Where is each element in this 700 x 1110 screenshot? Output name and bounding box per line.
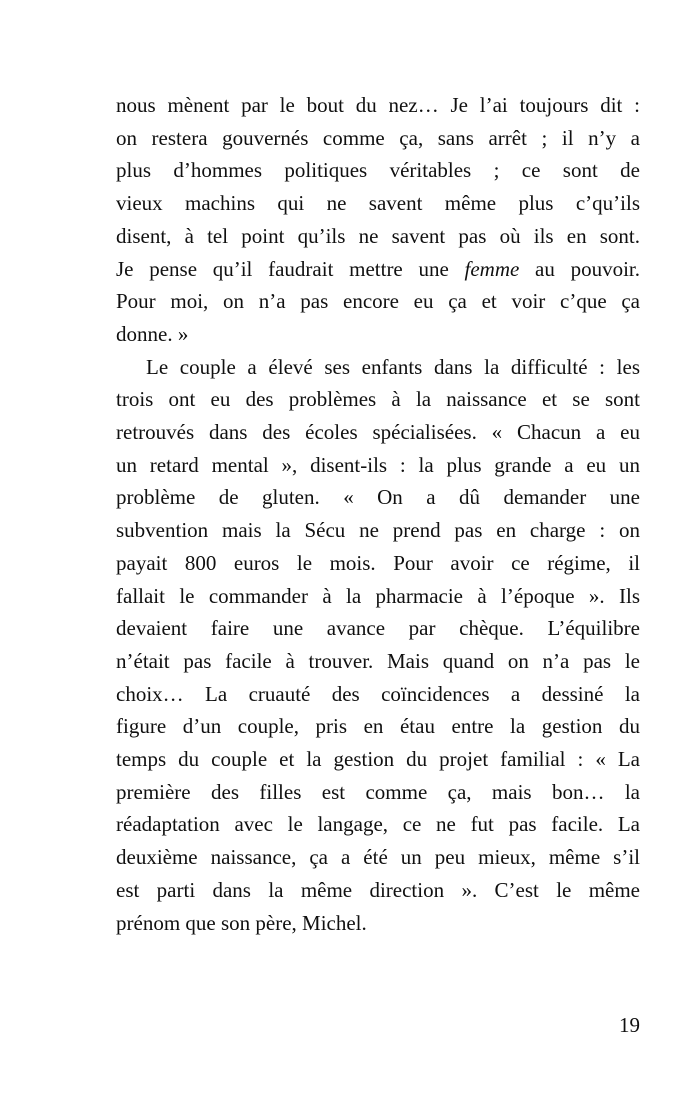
text-line	[116, 220, 640, 253]
text-line	[116, 710, 640, 743]
text-line	[146, 351, 640, 384]
text-segment: nous mènent par le bout du nez… Je l’ai toujours dit :	[116, 93, 640, 117]
text-segment: on restera gouvernés comme ça, sans arrêt ; il n’y a	[116, 125, 640, 150]
text-segment: Pour moi, on n’a pas encore eu ça et voir c’que ça	[116, 289, 640, 314]
text-line	[116, 253, 640, 286]
text-line	[116, 449, 640, 482]
emphasized-text: femme	[464, 256, 520, 281]
text-line	[116, 285, 640, 318]
text-segment: figure d’un couple, pris en étau entre la gestion du	[116, 714, 640, 739]
text-segment: payait 800 euros le mois. Pour avoir ce régime, il	[116, 550, 640, 575]
text-line	[116, 154, 640, 187]
text-segment: retrouvés dans des écoles spécialisées. « Chacun a eu	[116, 420, 640, 445]
text-segment: trois ont eu des problèmes à la naissance et se sont	[116, 387, 640, 412]
text-segment: réadaptation avec le langage, ce ne fut pas facile. La	[116, 812, 640, 837]
text-segment: devaient faire une avance par chèque. L’équilibre	[116, 616, 640, 641]
text-segment: plus d’hommes politiques véritables ; ce sont de	[116, 158, 640, 183]
text-segment: choix… La cruauté des coïncidences a dessiné la	[116, 681, 640, 706]
text-line	[116, 612, 640, 645]
text-line	[116, 547, 640, 580]
text-line	[116, 514, 640, 547]
text-line	[116, 89, 640, 122]
text-segment: deuxième naissance, ça a été un peu mieux, même s’il	[116, 845, 640, 870]
page-number: 19	[619, 1013, 640, 1037]
text-segment: Le couple a élevé ses enfants dans la difficulté : les	[146, 354, 640, 379]
text-segment: un retard mental », disent-ils : la plus grande a eu un	[116, 452, 640, 477]
text-segment: vieux machins qui ne savent même plus c’qu’ils	[116, 191, 640, 216]
text-line	[116, 122, 640, 155]
text-block	[116, 89, 640, 939]
text-line	[116, 743, 640, 776]
text-segment: prénom que son père, Michel.	[116, 910, 367, 935]
text-line	[116, 187, 640, 220]
text-segment: problème de gluten. « On a dû demander une	[116, 485, 640, 510]
text-line	[116, 808, 640, 841]
text-line	[116, 416, 640, 449]
text-line	[116, 481, 640, 514]
text-line	[116, 907, 640, 940]
text-segment: fallait le commander à la pharmacie à l’époque ». Ils	[116, 583, 640, 608]
text-segment: disent, à tel point qu’ils ne savent pas où ils en sont.	[116, 223, 640, 248]
text-line	[116, 776, 640, 809]
text-line	[116, 318, 640, 351]
text-line	[116, 841, 640, 874]
paragraph	[116, 351, 640, 940]
text-segment: n’était pas facile à trouver. Mais quand on n’a pas le	[116, 648, 640, 673]
text-segment: donne. »	[116, 321, 189, 346]
paragraph	[116, 89, 640, 351]
text-line	[116, 678, 640, 711]
text-segment: subvention mais la Sécu ne prend pas en charge : on	[116, 518, 640, 543]
text-line	[116, 645, 640, 678]
text-segment: est parti dans la même direction ». C’est le même	[116, 877, 640, 902]
text-line	[116, 383, 640, 416]
text-segment: première des filles est comme ça, mais bon… la	[116, 779, 640, 804]
text-segment: au pouvoir.	[519, 256, 640, 281]
text-segment: temps du couple et la gestion du projet familial : « La	[116, 747, 640, 772]
text-segment: Je pense qu’il faudrait mettre une	[116, 256, 465, 281]
text-line	[116, 580, 640, 613]
text-line	[116, 874, 640, 907]
